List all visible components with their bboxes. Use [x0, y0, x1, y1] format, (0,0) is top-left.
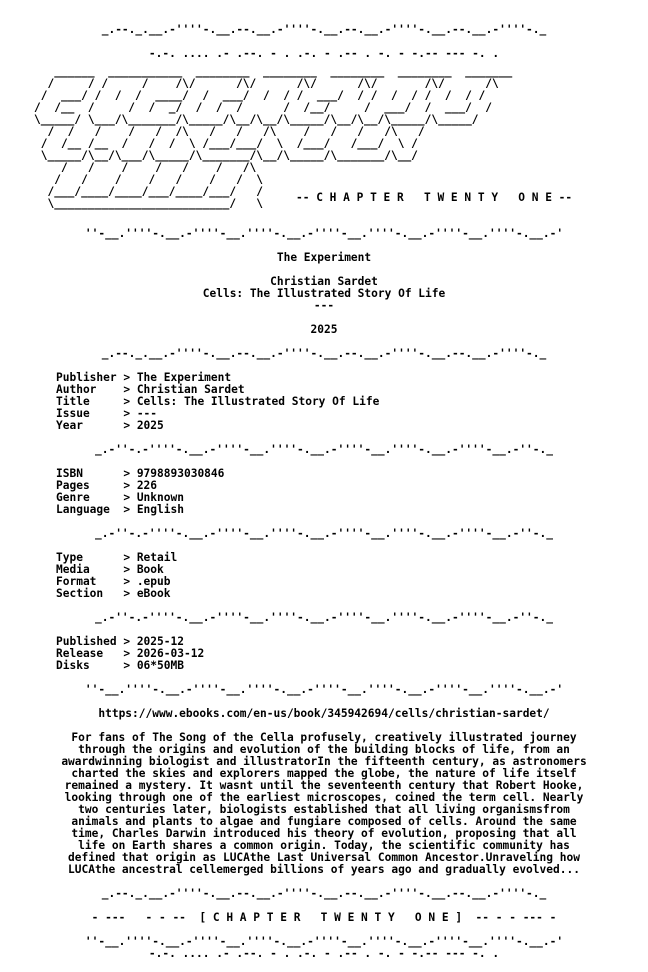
top-wave-divider-2: _.--._.__.-''''-.__.--.__.-''''-.__.--.__.-''''-.__.--.__.-''''-._	[101, 347, 547, 360]
info-block-publication: Publisher > The Experiment Author > Christian Sardet Title > Cells: The Illustrated Story Of Life Issue > --- Year > 2025	[56, 371, 380, 432]
book-subtitle: Cells: The Illustrated Story Of Life	[202, 287, 446, 300]
dots-divider-2: -.-. .... .- .--. - . .-. - .-- . -. - -.-- --- -. .	[148, 947, 500, 960]
chapter-logo-art: ______ ___________ ________ ________ ________ ________ _______ / / / / /\/ /\/ /\/ /\/ /\/ /\ / ___/ / / / ____/ / ___/ / / / ___/ / / / / / / / / / /__ / / / _/ / / / / /__/ / ___/ / ___/ / \_____/ \___/\_______/\_____/\__/\__/\_____/\__/\__/\_____/\_____/ / / / / / /\ / / /\ / / / /\ / / /__ /__ / / / \ /___/___/ \ /___/ /___/ \ / \_____/\__/\___/\_____/\_______/\__/\_____/\_______/\__/ / / / / / / /\ / / / / / / / \ /___/____/____/___/____/___/ / \__________________________/ \	[34, 65, 513, 210]
chapter-tag: -- C H A P T E R T W E N T Y O N E --	[296, 191, 573, 204]
info-block-book: ISBN > 9798893030846 Pages > 226 Genre > Unknown Language > English	[56, 467, 225, 516]
bottom-wave-divider: ''-__.''''-.__.-''''-__.''''-.__.-''''-__.''''-.__.-''''-__.''''-.__.-'	[84, 683, 564, 696]
book-title: The Experiment	[276, 251, 372, 264]
section-wave-divider: _.-''-.-''''-.__.-''''-__.''''-.__.-''''-__.''''-.__.-''''-__.-''-._	[94, 443, 553, 456]
top-wave-divider: _.--._.__.-''''-.__.--.__.-''''-.__.--.__.-''''-.__.--.__.-''''-._	[101, 23, 547, 36]
section-wave-divider: _.-''-.-''''-.__.-''''-__.''''-.__.-''''-__.''''-.__.-''''-__.-''-._	[94, 527, 553, 540]
bottom-wave-divider-2: ''-__.''''-.__.-''''-__.''''-.__.-''''-__.''''-.__.-''''-__.''''-.__.-'	[84, 935, 564, 948]
mid-wave-divider: ''-__.''''-.__.-''''-__.''''-.__.-''''-__.''''-.__.-''''-__.''''-.__.-'	[84, 227, 564, 240]
source-link[interactable]: https://www.ebooks.com/en-us/book/345942694/cells/christian-sardet/	[98, 707, 550, 720]
dots-divider: -.-. .... .- .--. - . .-. - .-- . -. - -.-- --- -. .	[148, 47, 500, 60]
section-wave-divider: _.-''-.-''''-.__.-''''-__.''''-.__.-''''-__.''''-.__.-''''-__.-''-._	[94, 611, 553, 624]
book-year: 2025	[310, 323, 338, 336]
footer-chapter-banner: - --- - - -- [ C H A P T E R T W E N T Y O N E ] -- - - --- -	[91, 911, 557, 924]
description-text: For fans of The Song of the Cella profusely, creatively illustrated journey through the origins and evolution of the building blocks of life, from an awardwinning biologist and illustratorIn the fifteenth century, as astronomers charted the skies and explorers mapped the globe, the nature of life itself remained a mystery. It wasnt until the seventeenth century that Robert Hooke, looking through one of the earliest microscopes, coined the term cell. Nearly two centuries later, biologists established that all living organismsfrom animals and plants to algae and fungiare composed of cells. Around the same time, Charles Darwin introduced his theory of evolution, proposing that all life on Earth shares a common origin. Today, the scientific community has defined that origin as LUCAthe Last Universal Common Ancestor.Unraveling how LUCAthe ancestral cellemerged billions of years ago and gradually evolved...	[61, 731, 587, 876]
top-wave-divider-3: _.--._.__.-''''-.__.--.__.-''''-.__.--.__.-''''-.__.--.__.-''''-._	[101, 887, 547, 900]
header-separator: ---	[313, 299, 335, 312]
info-block-release: Published > 2025-12 Release > 2026-03-12 Disks > 06*50MB	[56, 635, 205, 672]
info-block-format: Type > Retail Media > Book Format > .epub Section > eBook	[56, 551, 178, 600]
book-author: Christian Sardet	[270, 275, 378, 288]
